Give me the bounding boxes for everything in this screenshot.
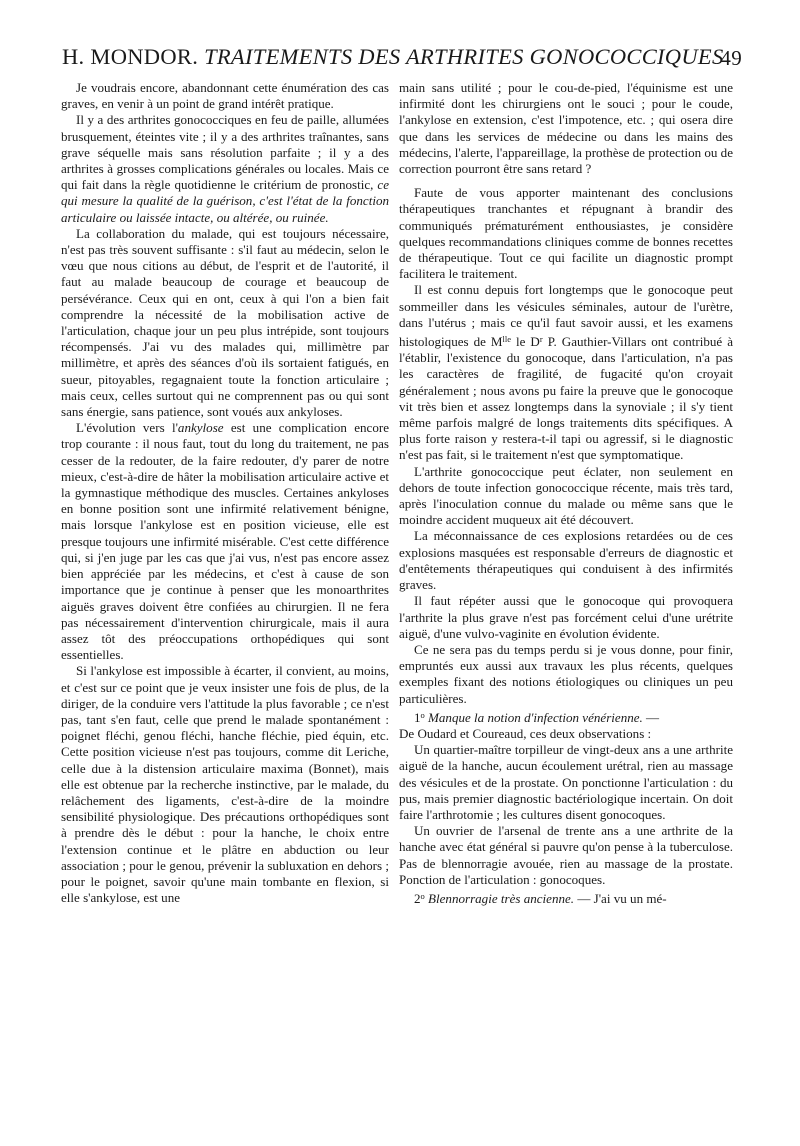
section-2-rest: — J'ai vu un mé- (574, 890, 667, 906)
running-head-title: TRAITEMENTS DES ARTHRITES GONOCOCCIQUES (204, 44, 724, 69)
paragraph-left-3: La collaboration du malade, qui est toujours nécessaire, n'est pas très souvent suffisante : s'il faut au médecin, selon le vœu que nous citions au début, de l'esprit et de l'autorité, il faut au malade beaucoup de courage et beaucoup de persévérance. Ceux qui en ont, ceux à qui l'on a bien fait comprendre la nécessité de la mobilisation active de l'articulation, chaque jour un peu plus intrépide, sont toujours récompensés. J'ai vu des malades qui, millimètre par millimètre, et après des séances d'où ils sortaient fatigués, en sueur, pitoyables, regagnaient toute la fonction articulaire ; mais ceux, celles surtout qui ne comprennent pas ou qui sont sans énergie, sans patience, sont voués aux ankyloses. (61, 225, 389, 420)
paragraph-right-5: La méconnaissance de ces explosions retardées ou de ces explosions masquées est responsable d'erreurs de diagnostic et d'entêtements thérapeutiques qui conduisent à des infirmités graves. (399, 528, 733, 593)
paragraph-right-3-mid: le D (511, 334, 540, 350)
section-1-number: 1 (414, 709, 421, 725)
paragraph-right-6: Il faut répéter aussi que le gonocoque qui provoquera l'arthrite la plus grave n'est pas forcément celui d'une urétrite aiguë, d'une vulvo-vaginite en évolution évidente. (399, 593, 733, 641)
running-head (62, 44, 742, 74)
section-2-number: 2 (414, 890, 421, 906)
paragraph-left-1: Je voudrais encore, abandonnant cette énumération des cas graves, en venir à un point de grand intérêt pratique. (61, 80, 389, 112)
section-2-ordinal: o (420, 890, 425, 901)
paragraph-right-9: De Oudard et Coureaud, ces deux observations : (399, 725, 652, 741)
section-heading-1 (399, 707, 733, 726)
paragraph-left-4-italic: ankylose (177, 420, 224, 436)
running-head-author: H. MONDOR. (62, 44, 199, 69)
section-1-title: Manque la notion d'infection vénérienne. (424, 709, 643, 725)
paragraph-right-4: L'arthrite gonococcique peut éclater, non seulement en dehors de toute infection gonococcique récente, mais très tard, après l'inoculation connue du malade ou même sans que le moindre accident muqueux ait été découvert. (399, 463, 733, 528)
paragraph-left-4-start: L'évolution vers l' (76, 420, 178, 436)
paragraph-left-4 (61, 420, 389, 663)
left-column (61, 80, 389, 906)
paragraph-left-5: Si l'ankylose est impossible à écarter, il convient, au moins, et c'est sur ce point que je veux insister une fois de plus, de la diriger, de la conduire vers l'attitude la plus favorable ; ce n'est pas, tant s'en faut, celle que prend le malade spontanément : poignet fléchi, genou fléchi, hanche fléchie, pied équin, etc. Cette position vicieuse n'est pas toujours, comme dit Leriche, celle due à la distension articulaire maxima (Bonnet), mais elle est obtenue par la recherche instinctive, par le malade, du relâchement des ligaments, c'est-à-dire de la moindre sensibilité physiologique. Des précautions orthopédiques sont à prendre dès le début : pour la hanche, le choix entre l'extension continue et le plâtre en abduction ou leur association ; pour le genou, prévenir la subluxation en dehors ; pour le poignet, savoir qu'une main tombante en flexion, si elle s'ankylose, est une (61, 663, 389, 906)
page-number: 49 (720, 46, 742, 70)
section-1-ordinal: o (420, 709, 425, 720)
paragraph-right-3-start: Il est connu depuis fort longtemps que le gonocoque peut sommeiller dans les vésicules séminales, autour de l'urètre, dans l'utérus ; mais ce qu'il faut savoir aussi, et les examens histologiques de M (399, 282, 733, 350)
paragraph-left-2-text: Il y a des arthrites gonococciques en feu de paille, allumées brusquement, éteintes vite ; il y a des arthrites traînantes, sans grave séquelle mais sans résolution parfaite ; il y a des arthrites à grosses complications générales ou locales. Mais ce qui fait dans la règle quotidienne le critérium de pronostic, (61, 112, 389, 193)
paragraph-right-3-rest: P. Gauthier-Villars ont contribué à l'établir, l'existence du gonocoque, dans l'articulation, n'a pas les caractères de fragilité, de fugacité qu'on croyait généralement ; nous avons pu faire la preuve que le gonocoque vit très bien et assez longtemps dans la synoviale ; il s'y tient même parfois malgré de longs traitements dits spécifiques. A plus forte raison y restera-t-il tapi ou agressif, si le diagnostic n'est pas fait, si le traitement n'est que symptomatique. (399, 334, 733, 463)
paragraph-left-2 (61, 112, 389, 225)
paragraph-left-2-italic: ce qui mesure la qualité de la guérison, c'est l'état de la fonction articulaire ou laissée intacte, ou altérée, ou ruinée. (61, 177, 389, 225)
section-1-dash: — (642, 709, 660, 725)
right-column (399, 80, 733, 907)
superscript-dr: r (539, 334, 543, 345)
section-2-title: Blennorragie très ancienne. (424, 890, 575, 906)
paragraph-right-11: Un ouvrier de l'arsenal de trente ans a une arthrite de la hanche avec état général si pauvre qu'on pense à la tuberculose. Pas de blennorragie avouée, rien au massage de la prostate. Ponction de l'articulation : gonocoques. (399, 823, 733, 887)
paragraph-right-2: Faute de vous apporter maintenant des conclusions thérapeutiques tranchantes et répugnant à brandir des communiqués prématurément enthousiastes, je considère quelques recommandations cliniques comme de bonnes recettes de thérapeutique. Tout ce qui facilite un diagnostic prompt facilitera le traitement. (399, 185, 733, 282)
paragraph-right-7: Ce ne sera pas du temps perdu si je vous donne, pour finir, empruntés eux aussi aux travaux les plus récents, quelques exemples fixant des notions étiologiques ou cliniques un peu particulières. (399, 641, 733, 706)
paragraph-right-10: Un quartier-maître torpilleur de vingt-deux ans a une arthrite aiguë de la hanche, aucun écoulement urétral, rien au massage des vésicules et de la prostate. On ponctionne l'articulation : du pus, mais premier diagnostic bactériologique incertain. On doit faire l'arthrotomie ; les cultures disent gonocoques. (399, 742, 733, 822)
section-heading-2 (399, 888, 733, 907)
superscript-mlle: lle (502, 334, 512, 345)
paragraph-right-3 (399, 282, 733, 463)
paragraph-left-4-rest: est une complication encore trop courante : il nous faut, tout du long du traitement, ne pas cesser de la redouter, de la faire redouter, d'y parer de notre mieux, c'est-à-dire de hâter la mobilisation articulaire active et la gymnastique méthodique des muscles. Certaines ankyloses en bonne position sont une infirmité relativement bénigne, mais lorsque l'ankylose est en position vicieuse, elle est presque toujours une infirmité misérable. C'est cette différence qui, si j'en juge par les cas que j'ai vus, n'est pas encore assez bien appréciée par les médecins, et c'est à cause de son importance que je continue à penser que les monoarthrites aiguës graves doivent être confiées au chirurgien. Il ne fera pas nécessairement d'intervention chirurgicale, mais il aura assez tôt des préoccupations orthopédiques qui sont essentielles. (61, 420, 389, 663)
paragraph-right-1: main sans utilité ; pour le cou-de-pied, l'équinisme est une infirmité dont les chirurgiens ont le souci ; pour le coude, l'ankylose en extension, c'est l'impotence, etc. ; qui osera dire que dans les services de médecine ou dans les mains des médecins, l'alerte, l'appareillage, la prothèse de protection ou de correction pourront être sans retard ? (399, 80, 733, 177)
